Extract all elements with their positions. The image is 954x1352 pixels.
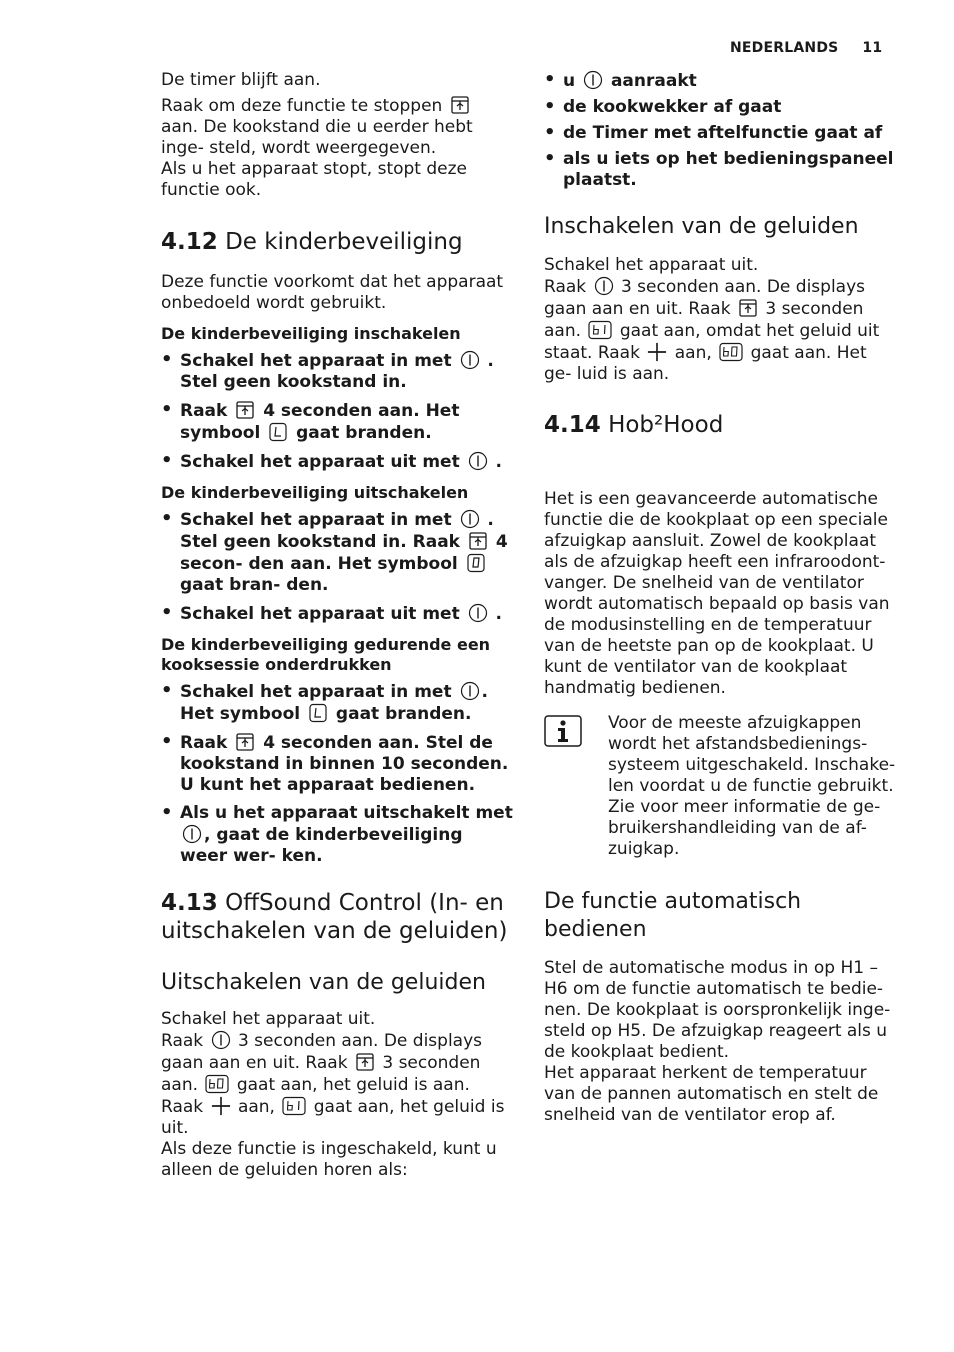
sound-off-step-1: Schakel het apparaat uit.	[161, 1009, 376, 1029]
plus-icon	[647, 342, 667, 362]
info-note-text: Voor de meeste afzuigkappen wordt het afstandsbedienings- systeem uitgeschakeld. Inschake- len voordat u de functie gebruikt. Zie voor meer informatie de ge- bruikershandleiding van de af- zuigkap.	[608, 713, 896, 859]
list-item: • Raak 4 seconden aan. Stel de kookstand in binnen 10 seconden. U kunt het apparaat bedienen.	[161, 732, 513, 796]
auto-operation-text-1: Stel de automatische modus in op H1 – H6 om de functie automatisch te bedie- nen. De kookplaat is oorspronkelijk inge- steld op H5. De afzuigkap reageert als u de kookplaat bedient.	[544, 958, 891, 1062]
auto-operation-heading: De functie automatisch bedienen	[544, 889, 802, 942]
sound-conditions-list	[544, 70, 896, 191]
power-icon	[583, 70, 603, 90]
list-item: • Schakel het apparaat uit met .	[161, 451, 513, 473]
power-icon	[211, 1030, 231, 1050]
list-item: • Schakel het apparaat in met . Het symbool gaat branden.	[161, 681, 513, 725]
info-note	[544, 713, 896, 860]
section-language: NEDERLANDS	[730, 40, 839, 56]
sound-on-step-2: Raak 3 seconden aan. De displays gaan aan en uit. Raak 3 seconden aan. gaat aan, omdat het geluid uit staat. Raak aan, gaat aan. Het ge- luid is aan.	[544, 277, 880, 384]
power-icon	[460, 350, 480, 370]
sound-off-step-2: Raak 3 seconden aan. De displays gaan aan en uit. Raak 3 seconden aan. gaat aan, het geluid is aan. Raak aan, gaat aan, het geluid is uit.	[161, 1031, 505, 1138]
lock-icon	[235, 732, 255, 752]
lock-override-list	[161, 681, 513, 867]
lock-icon	[450, 95, 470, 115]
sound-off-note: Als deze functie is ingeschakeld, kunt u alleen de geluiden horen als:	[161, 1139, 497, 1180]
lock-icon	[468, 531, 488, 551]
section-4-13-heading: 4.13 OffSound Control (In- en uitschakelen van de geluiden)	[161, 890, 508, 944]
stop-appliance-text: Als u het apparaat stopt, stopt deze functie ook.	[161, 159, 468, 200]
section-4-12-description: Deze functie voorkomt dat het apparaat onbedoeld wordt gebruikt.	[161, 272, 504, 313]
sound-off-heading: Uitschakelen van de geluiden	[161, 970, 486, 995]
lock-disable-heading: De kinderbeveiliging uitschakelen	[161, 483, 469, 502]
list-item: • u aanraakt	[544, 70, 896, 92]
lock-enable-list	[161, 350, 513, 473]
b1-display-icon	[282, 1096, 306, 1116]
l-symbol-icon	[268, 422, 288, 442]
list-item: • Raak 4 seconden aan. Het symbool gaat branden.	[161, 400, 513, 444]
list-item: • Schakel het apparaat in met . Stel geen kookstand in.	[161, 350, 513, 393]
list-item: • Schakel het apparaat uit met .	[161, 603, 513, 625]
zero-symbol-icon	[466, 553, 486, 573]
list-item: • Schakel het apparaat in met . Stel geen kookstand in. Raak 4 secon- den aan. Het symbool gaat bran- den.	[161, 509, 513, 596]
lock-override-heading: De kinderbeveiliging gedurende een kooksessie onderdrukken	[161, 635, 491, 674]
power-icon	[460, 509, 480, 529]
hob2hood-description: Het is een geavanceerde automatische functie die de kookplaat op een speciale afzuigkap aansluit. Zowel de kookplaat als de afzuigkap heeft een infraroodont- vanger. De snelheid van de ventilator wordt automatisch bepaald op basis van de modusinstelling en de temperatuur van de heetste pan op de kookplaat. U kunt de ventilator van de kookplaat handmatig bedienen.	[544, 489, 890, 698]
power-icon	[468, 451, 488, 471]
right-column	[544, 70, 896, 1126]
sound-on-heading: Inschakelen van de geluiden	[544, 214, 859, 239]
power-icon	[182, 824, 202, 844]
lock-icon	[235, 400, 255, 420]
list-item: • de Timer met aftelfunctie gaat af	[544, 123, 896, 144]
lock-icon	[355, 1052, 375, 1072]
stop-function-text: Raak om deze functie te stoppen aan. De kookstand die u eerder hebt inge- steld, wordt weergegeven.	[161, 96, 473, 158]
b1-display-icon	[588, 320, 612, 340]
timer-remains-text: De timer blijft aan.	[161, 70, 321, 90]
auto-operation-text-2: Het apparaat herkent de temperatuur van de pannen automatisch en stelt de snelheid van de ventilator erop af.	[544, 1063, 879, 1125]
lock-icon	[738, 298, 758, 318]
section-4-14-heading: 4.14 Hob²Hood	[544, 412, 724, 438]
b0-display-icon	[205, 1074, 229, 1094]
power-icon	[468, 603, 488, 623]
page-number: 11	[862, 40, 883, 56]
l-symbol-icon	[308, 703, 328, 723]
list-item: • Als u het apparaat uitschakelt met , gaat de kinderbeveiliging weer wer- ken.	[161, 803, 513, 867]
b0-display-icon	[719, 342, 743, 362]
lock-enable-heading: De kinderbeveiliging inschakelen	[161, 324, 461, 343]
section-4-12-heading: 4.12 De kinderbeveiliging	[161, 229, 463, 255]
plus-icon	[211, 1096, 231, 1116]
list-item: • als u iets op het bedieningspaneel plaatst.	[544, 149, 896, 191]
left-column	[161, 70, 513, 1181]
info-icon	[544, 715, 582, 747]
lock-disable-list	[161, 509, 513, 625]
power-icon	[460, 681, 480, 701]
power-icon	[594, 276, 614, 296]
page-header	[730, 38, 882, 59]
list-item: • de kookwekker af gaat	[544, 97, 896, 118]
sound-on-step-1: Schakel het apparaat uit.	[544, 255, 759, 275]
